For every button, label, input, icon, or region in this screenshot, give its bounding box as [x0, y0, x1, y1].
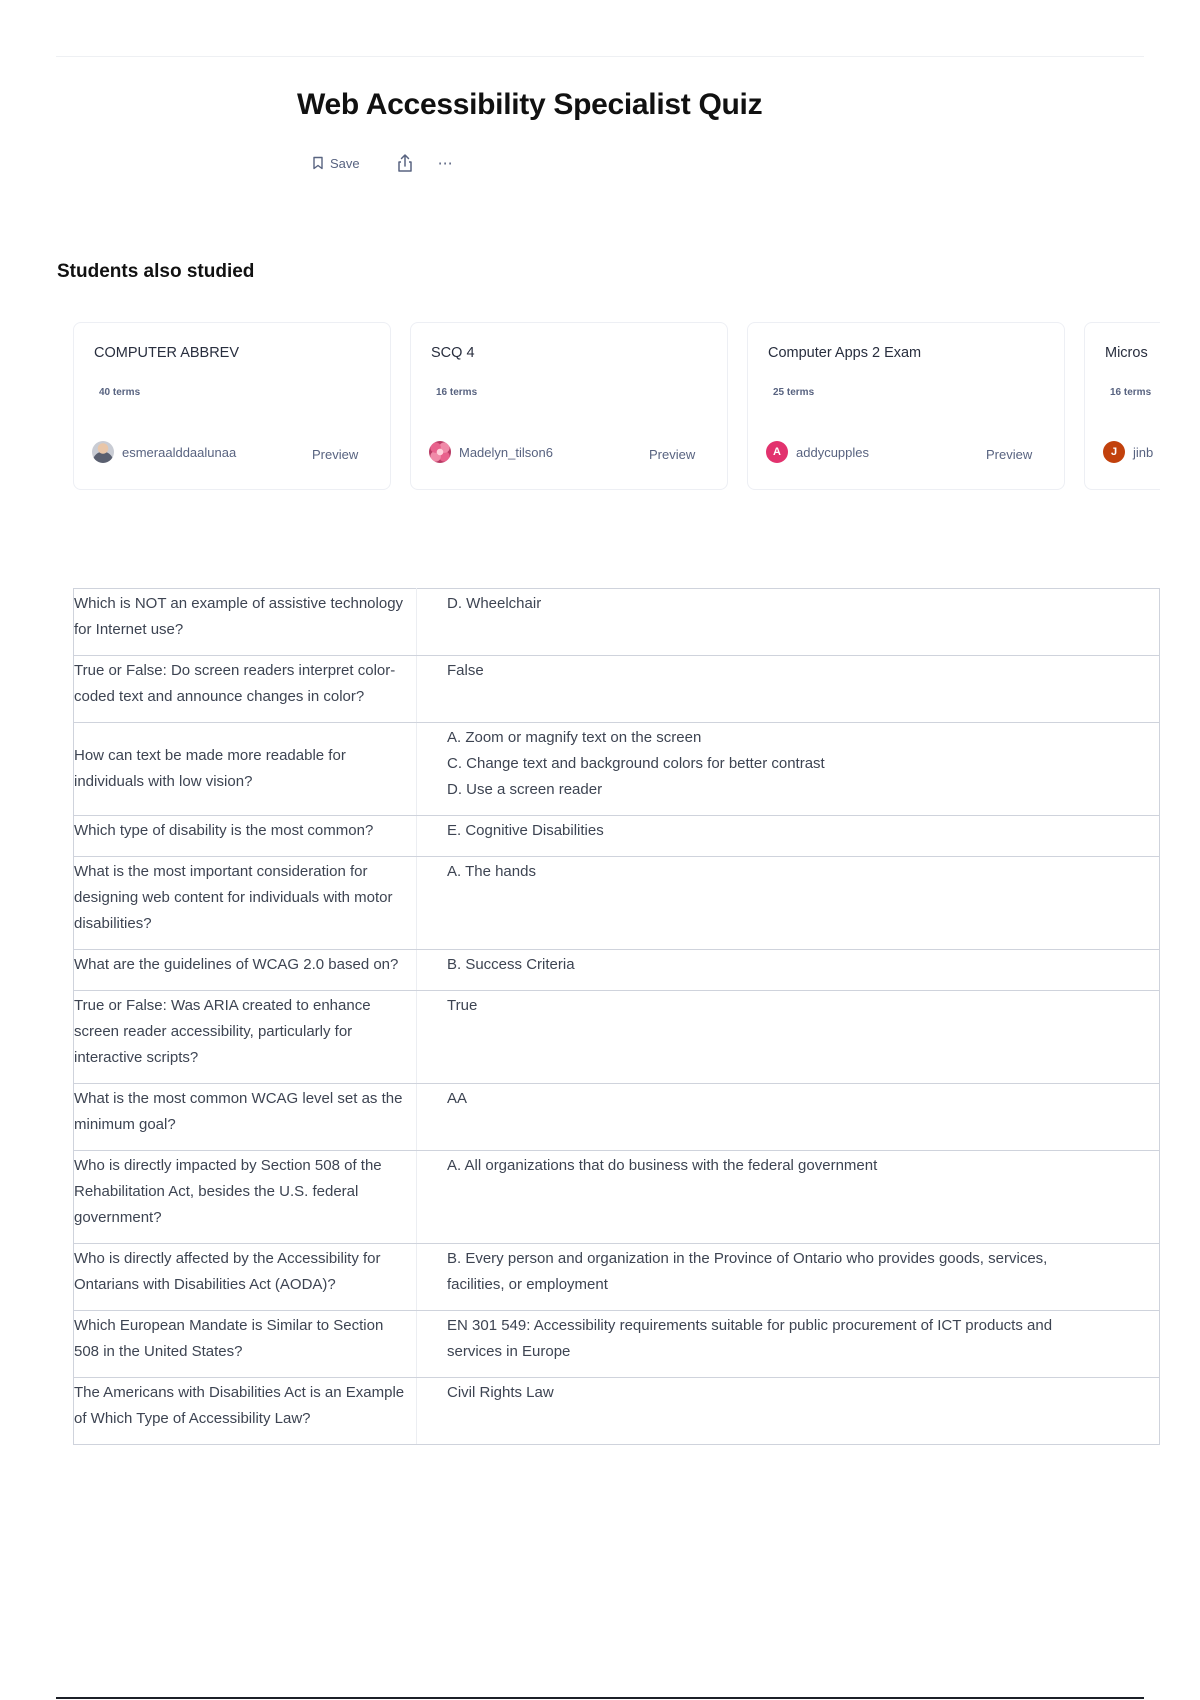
answer-line: D. Wheelchair: [447, 595, 542, 612]
page-title: Web Accessibility Specialist Quiz: [297, 88, 763, 121]
card-author[interactable]: [429, 441, 553, 463]
answer-cell: [417, 1084, 1160, 1151]
table-row: [74, 1378, 1160, 1445]
table-row: [74, 589, 1160, 656]
card-title: Computer Apps 2 Exam: [768, 345, 922, 361]
username: esmeraalddaalunaa: [122, 444, 237, 460]
card-terms-count: 16 terms: [436, 387, 478, 398]
answer-line: AA: [447, 1090, 468, 1107]
answer-cell: [417, 589, 1160, 656]
answer-cell: [417, 816, 1160, 857]
answer-line: B. Success Criteria: [447, 956, 575, 973]
card-terms-count: 16 terms: [1110, 387, 1152, 398]
answer-cell: [417, 1311, 1160, 1378]
answer-line: False: [447, 662, 484, 679]
table-row: [74, 950, 1160, 991]
answer-line: D. Use a screen reader: [447, 781, 603, 798]
answer-line: C. Change text and background colors for better contrast: [447, 755, 825, 772]
save-label: Save: [330, 155, 360, 171]
question-cell: Who is directly affected by the Accessibility for Ontarians with Disabilities Act (AODA)?: [74, 1244, 417, 1311]
card-title: SCQ 4: [431, 345, 475, 361]
section-heading: Students also studied: [57, 261, 255, 282]
answer-cell: [417, 991, 1160, 1084]
answer-line: A. All organizations that do business with the federal government: [447, 1157, 878, 1174]
card-author[interactable]: [92, 441, 236, 463]
answer-line: A. Zoom or magnify text on the screen: [447, 729, 702, 746]
qa-table: [73, 588, 1160, 1445]
table-row: [74, 1311, 1160, 1378]
study-set-card[interactable]: [410, 322, 728, 490]
card-terms-count: 40 terms: [99, 387, 141, 398]
preview-button[interactable]: Preview: [312, 447, 359, 462]
table-row: [74, 1244, 1160, 1311]
username: jinb: [1133, 444, 1154, 460]
share-button[interactable]: [396, 153, 414, 173]
bookmark-icon: [312, 156, 324, 170]
answer-cell: [417, 1244, 1160, 1311]
table-row: [74, 1084, 1160, 1151]
top-divider: [56, 56, 1144, 57]
question-cell: Which is NOT an example of assistive technology for Internet use?: [74, 589, 417, 656]
preview-button[interactable]: Preview: [649, 447, 696, 462]
action-bar: [312, 150, 454, 176]
table-row: [74, 1151, 1160, 1244]
avatar: [429, 441, 451, 463]
question-cell: True or False: Was ARIA created to enhance screen reader accessibility, particularly for interactive scripts?: [74, 991, 417, 1084]
answer-line: True: [447, 997, 478, 1014]
card-terms-count: 25 terms: [773, 387, 815, 398]
question-cell: The Americans with Disabilities Act is an Example of Which Type of Accessibility Law?: [74, 1378, 417, 1445]
question-cell: Which type of disability is the most common?: [74, 816, 417, 857]
save-button[interactable]: [312, 156, 360, 171]
answer-cell: [417, 1151, 1160, 1244]
question-cell: What is the most common WCAG level set as the minimum goal?: [74, 1084, 417, 1151]
preview-button[interactable]: Preview: [986, 447, 1033, 462]
avatar: [92, 441, 114, 463]
study-sets-carousel: [73, 322, 1160, 494]
answer-line: E. Cognitive Disabilities: [447, 822, 604, 839]
answer-cell: [417, 656, 1160, 723]
study-set-card[interactable]: [1084, 322, 1160, 490]
table-row: [74, 816, 1160, 857]
card-author[interactable]: [766, 441, 869, 463]
more-options-button[interactable]: [438, 154, 454, 172]
more-icon: ⋯: [437, 155, 454, 172]
table-row: [74, 723, 1160, 816]
bottom-divider: [56, 1697, 1144, 1699]
answer-line: Civil Rights Law: [447, 1384, 554, 1401]
answer-line: B. Every person and organization in the Province of Ontario who provides goods, services, facilities, or employment: [447, 1250, 1048, 1293]
question-cell: How can text be made more readable for individuals with low vision?: [74, 723, 417, 816]
question-cell: What is the most important consideration for designing web content for individuals with motor disabilities?: [74, 857, 417, 950]
avatar: A: [766, 441, 788, 463]
question-cell: Who is directly impacted by Section 508 of the Rehabilitation Act, besides the U.S. federal government?: [74, 1151, 417, 1244]
question-cell: Which European Mandate is Similar to Section 508 in the United States?: [74, 1311, 417, 1378]
question-cell: True or False: Do screen readers interpret color-coded text and announce changes in color?: [74, 656, 417, 723]
username: Madelyn_tilson6: [459, 444, 553, 460]
table-row: [74, 656, 1160, 723]
table-row: [74, 991, 1160, 1084]
study-set-card[interactable]: [73, 322, 391, 490]
answer-cell: [417, 1378, 1160, 1445]
table-row: [74, 857, 1160, 950]
answer-line: EN 301 549: Accessibility requirements suitable for public procurement of ICT products and services in Europe: [447, 1317, 1053, 1360]
avatar: J: [1103, 441, 1125, 463]
answer-cell: [417, 723, 1160, 816]
answer-cell: [417, 857, 1160, 950]
study-set-card[interactable]: [747, 322, 1065, 490]
answer-cell: [417, 950, 1160, 991]
question-cell: What are the guidelines of WCAG 2.0 based on?: [74, 950, 417, 991]
share-icon: [396, 153, 414, 173]
username: addycupples: [796, 444, 869, 460]
card-author[interactable]: [1103, 441, 1153, 463]
card-title: Micros: [1105, 345, 1148, 361]
answer-line: A. The hands: [447, 863, 536, 880]
card-title: COMPUTER ABBREV: [94, 345, 240, 361]
